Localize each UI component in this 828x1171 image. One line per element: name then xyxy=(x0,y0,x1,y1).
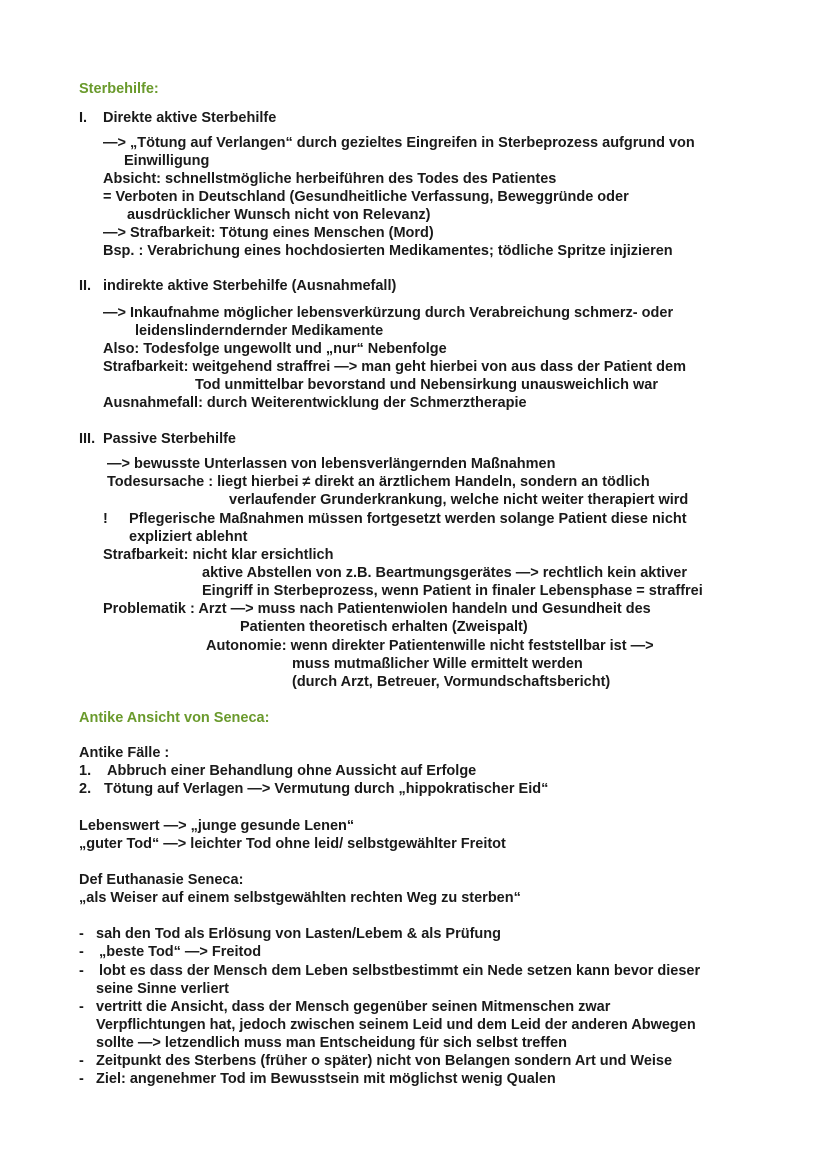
text-line: Verpflichtungen hat, jedoch zwischen seinem Leid und dem Leid der anderen Abwegen xyxy=(96,1017,696,1033)
text-line: Todesursache : liegt hierbei ≠ direkt an ärztlichem Handeln, sondern an tödlich xyxy=(107,474,650,490)
subheading: indirekte aktive Sterbehilfe (Ausnahmefall) xyxy=(103,278,397,294)
text-line: —> bewusste Unterlassen von lebensverlängernden Maßnahmen xyxy=(107,456,556,472)
text-line: Patienten theoretisch erhalten (Zweispalt) xyxy=(240,619,528,635)
list-number: 1. xyxy=(79,763,92,779)
bullet-dash: - xyxy=(79,944,84,960)
section-heading-seneca: Antike Ansicht von Seneca: xyxy=(79,710,270,726)
exclamation-mark: ! xyxy=(103,511,108,527)
text-line: aktive Abstellen von z.B. Beartmungsgerätes —> rechtlich kein aktiver xyxy=(202,565,687,581)
text-line: expliziert ablehnt xyxy=(129,529,248,545)
bullet-dash: - xyxy=(79,963,84,979)
text-line: Also: Todesfolge ungewollt und „nur“ Nebenfolge xyxy=(103,341,447,357)
list-item: Zeitpunkt des Sterbens (früher o später) nicht von Belangen sondern Art und Weise xyxy=(96,1053,673,1069)
text-line: „als Weiser auf einem selbstgewählten rechten Weg zu sterben“ xyxy=(79,890,521,906)
text-line: Autonomie: wenn direkter Patientenwille nicht feststellbar ist —> xyxy=(206,638,654,654)
text-line: ausdrücklicher Wunsch nicht von Relevanz) xyxy=(127,207,431,223)
subheading: Def Euthanasie Seneca: xyxy=(79,872,244,888)
list-item: Ziel: angenehmer Tod im Bewusstsein mit möglichst wenig Qualen xyxy=(96,1071,556,1087)
bullet-dash: - xyxy=(79,999,84,1015)
text-line: leidenslinderndernder Medikamente xyxy=(135,323,384,339)
list-number: III. xyxy=(79,431,96,447)
text-line: (durch Arzt, Betreuer, Vormundschaftsbericht) xyxy=(292,674,611,690)
section-heading-sterbehilfe: Sterbehilfe: xyxy=(79,81,159,97)
list-item: lobt es dass der Mensch dem Leben selbstbestimmt ein Nede setzen kann bevor dieser xyxy=(99,963,701,979)
list-number: II. xyxy=(79,278,92,294)
subheading: Direkte aktive Sterbehilfe xyxy=(103,110,277,126)
list-number: 2. xyxy=(79,781,92,797)
text-line: —> „Tötung auf Verlangen“ durch gezieltes Eingreifen in Sterbeprozess aufgrund von xyxy=(103,135,695,151)
text-line: Einwilligung xyxy=(124,153,210,169)
text-line: muss mutmaßlicher Wille ermittelt werden xyxy=(292,656,583,672)
bullet-dash: - xyxy=(79,1053,84,1069)
text-line: seine Sinne verliert xyxy=(96,981,229,997)
list-item: vertritt die Ansicht, dass der Mensch gegenüber seinen Mitmenschen zwar xyxy=(96,999,611,1015)
text-line: = Verboten in Deutschland (Gesundheitliche Verfassung, Beweggründe oder xyxy=(103,189,629,205)
list-item: Tötung auf Verlagen —> Vermutung durch „hippokratischer Eid“ xyxy=(104,781,549,797)
text-line: Lebenswert —> „junge gesunde Lenen“ xyxy=(79,818,355,834)
text-line: verlaufender Grunderkrankung, welche nicht weiter therapiert wird xyxy=(229,492,689,508)
text-line: —> Strafbarkeit: Tötung eines Menschen (Mord) xyxy=(103,225,434,241)
bullet-dash: - xyxy=(79,1071,84,1087)
subheading: Antike Fälle : xyxy=(79,745,170,761)
text-line: Problematik : Arzt —> muss nach Patientenwiolen handeln und Gesundheit des xyxy=(103,601,651,617)
list-item: Abbruch einer Behandlung ohne Aussicht auf Erfolge xyxy=(107,763,477,779)
text-line: Absicht: schnellstmögliche herbeiführen des Todes des Patientes xyxy=(103,171,557,187)
text-line: Tod unmittelbar bevorstand und Nebensirkung unausweichlich war xyxy=(195,377,658,393)
text-line: Eingriff in Sterbeprozess, wenn Patient in finaler Lebensphase = straffrei xyxy=(202,583,703,599)
bullet-dash: - xyxy=(79,926,84,942)
list-item: sah den Tod als Erlösung von Lasten/Lebem & als Prüfung xyxy=(96,926,501,942)
text-line: Bsp. : Verabrichung eines hochdosierten Medikamentes; tödliche Spritze injizieren xyxy=(103,243,673,259)
text-line: —> Inkaufnahme möglicher lebensverkürzung durch Verabreichung schmerz- oder xyxy=(103,305,674,321)
list-number: I. xyxy=(79,110,88,126)
text-line: „guter Tod“ —> leichter Tod ohne leid/ selbstgewählter Freitot xyxy=(79,836,506,852)
text-line: Ausnahmefall: durch Weiterentwicklung der Schmerztherapie xyxy=(103,395,527,411)
subheading: Passive Sterbehilfe xyxy=(103,431,236,447)
list-item: „beste Tod“ —> Freitod xyxy=(99,944,262,960)
text-line: Strafbarkeit: nicht klar ersichtlich xyxy=(103,547,334,563)
text-line: Strafbarkeit: weitgehend straffrei —> man geht hierbei von aus dass der Patient dem xyxy=(103,359,686,375)
text-line: Pflegerische Maßnahmen müssen fortgesetzt werden solange Patient diese nicht xyxy=(129,511,687,527)
text-line: sollte —> letzendlich muss man Entscheidung für sich selbst treffen xyxy=(96,1035,567,1051)
